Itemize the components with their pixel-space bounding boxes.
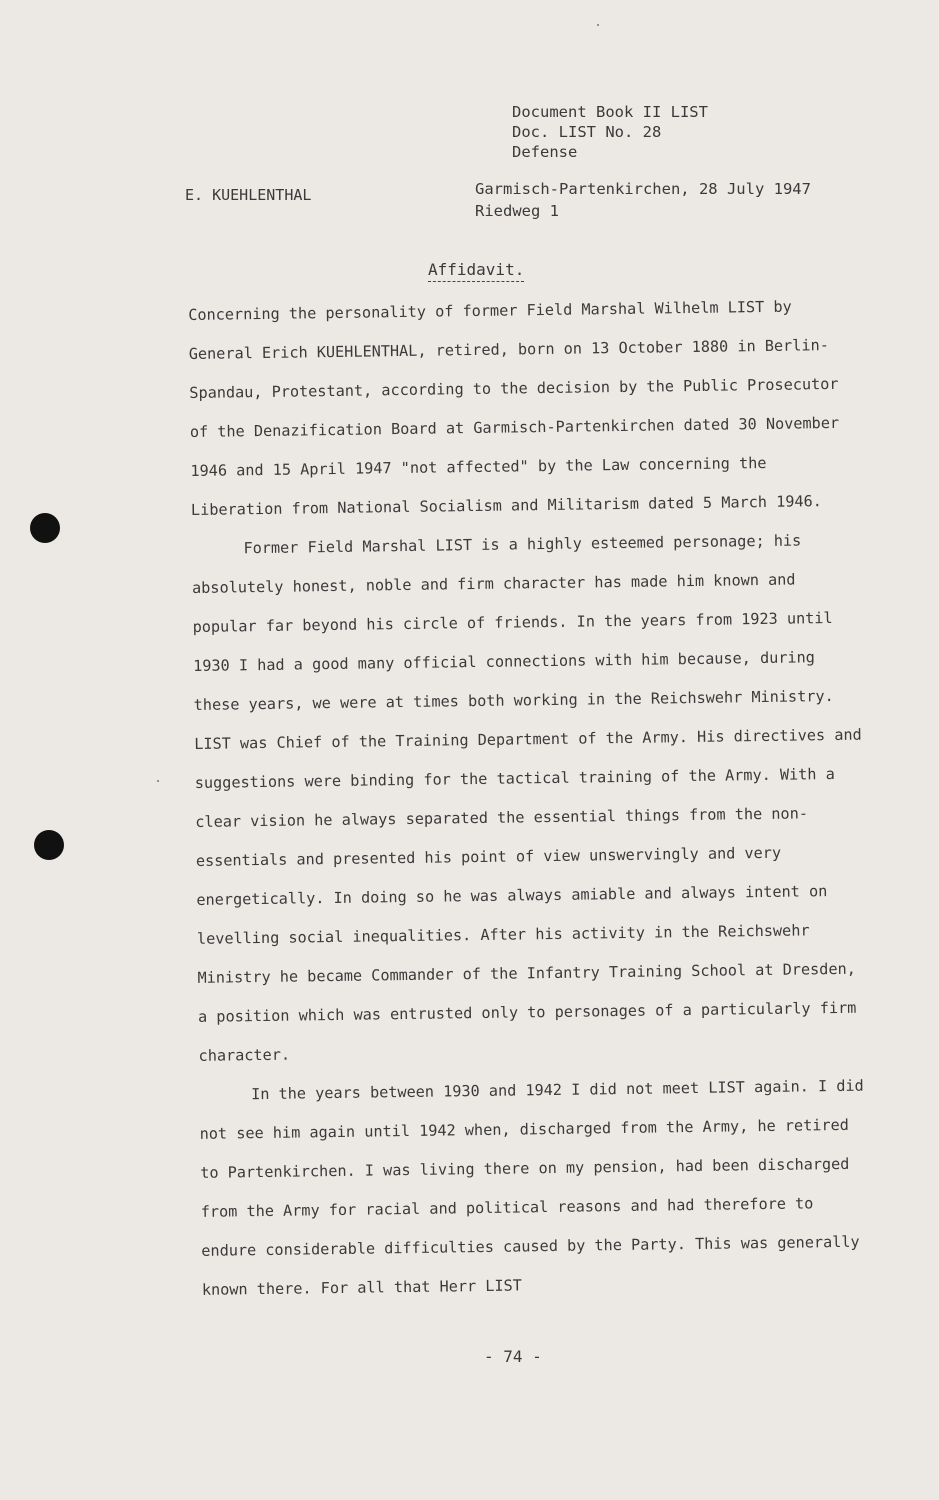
place-date-line: Garmisch-Partenkirchen, 28 July 1947 [475, 180, 811, 198]
paper-speck [157, 780, 159, 782]
doc-book-line: Document Book II LIST [512, 103, 708, 121]
document-reference [512, 102, 708, 162]
punch-hole [30, 513, 60, 543]
author-name: E. KUEHLENTHAL [185, 186, 312, 204]
paragraph: Concerning the personality of former Field Marshal Wilhelm LIST by General Erich KUEHLENTHAL, retired, born on 13 October 1880 in Berlin-Spandau, Protestant, according to the decision by the Public Prosecutor of the Denazification Board at Garmisch-Partenkirchen dated 30 November 1946 and 15 April 1947 "not affected" by the Law concerning the Liberation from National Socialism and Militarism dated 5 March 1946. [188, 297, 840, 519]
paragraph: Former Field Marshal LIST is a highly esteemed personage; his absolutely honest, noble and firm character has made him known and popular far beyond his circle of friends. In the years from 1923 until 1930 I had a good many official connections with him because, during these years, we were at times both working in the Reichswehr Ministry. LIST was Chief of the Training Department of the Army. His directives and suggestions were binding for the tactical training of the Army. With a clear vision he always separated the essential things from the non-essentials and presented his point of view unswervingly and very energetically. In doing so he was always amiable and always intent on levelling social inequalities. After his activity in the Reichswehr Ministry he became Commander of the Infantry Training School at Dresden, a position which was entrusted only to personages of a particularly firm character. [191, 531, 862, 1065]
document-body [188, 287, 872, 1310]
paper-speck [597, 24, 599, 26]
address-line: Riedweg 1 [475, 202, 559, 220]
place-date [475, 178, 811, 222]
page-number: - 74 - [484, 1347, 542, 1366]
doc-number-line: Doc. LIST No. 28 [512, 123, 662, 141]
paragraph: In the years between 1930 and 1942 I did not meet LIST again. I did not see him again until 1942 when, discharged from the Army, he retired to Partenkirchen. I was living there on my pension, had been discharged from the Army for racial and political reasons and had therefore to endure considerable difficulties caused by the Party. This was generally known there. For all that Herr LIST [199, 1076, 864, 1299]
doc-defense-line: Defense [512, 143, 578, 161]
document-title: Affidavit. [428, 260, 524, 282]
punch-hole [34, 830, 64, 860]
